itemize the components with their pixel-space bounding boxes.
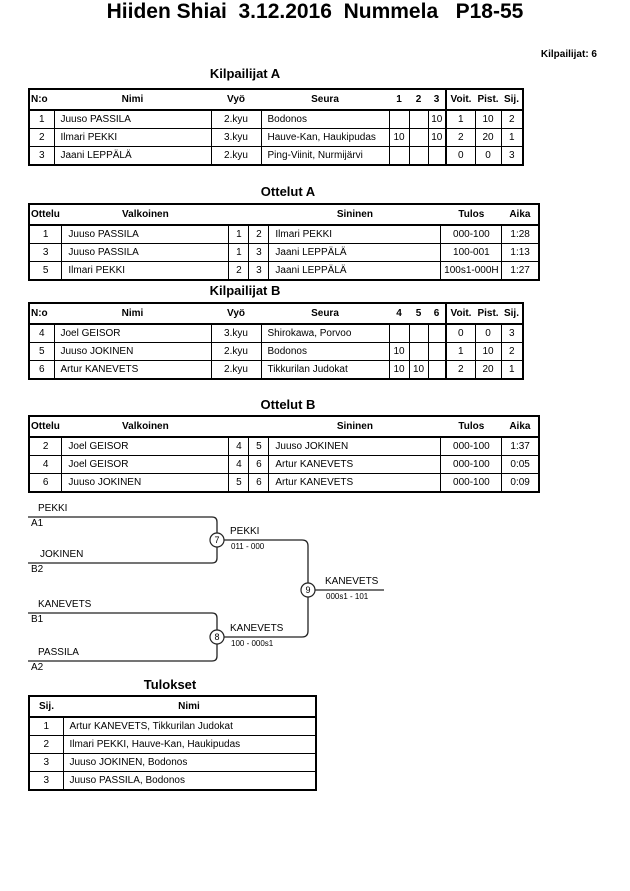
cell-valkoinen: Juuso PASSILA [62, 225, 229, 244]
table-row [29, 736, 316, 754]
cell-wno: 1 [229, 244, 249, 262]
cell-sij: 1 [501, 129, 523, 147]
cell-sininen: Ilmari PEKKI [269, 225, 441, 244]
header-pist: Pist. [475, 303, 501, 324]
bracket-player-name: JOKINEN [40, 549, 84, 560]
bracket-match-score: 000s1 - 101 [326, 592, 369, 601]
cell-ottelu: 1 [29, 225, 62, 244]
table-row [29, 225, 539, 244]
header-m3: 3 [428, 89, 446, 110]
cell-m4: 10 [389, 343, 409, 361]
ottelut-b-table [28, 415, 540, 493]
table-header-row [29, 89, 523, 110]
header-sij: Sij. [501, 89, 523, 110]
cell-bno: 6 [249, 474, 269, 493]
cell-nimi: Juuso JOKINEN, Bodonos [63, 754, 316, 772]
table-row [29, 343, 523, 361]
cell-sininen: Artur KANEVETS [269, 474, 441, 493]
section-title-tulokset: Tulokset [143, 677, 197, 692]
cell-m5: 10 [409, 361, 428, 380]
table-header-row [29, 416, 539, 437]
section-title-ottelut-a: Ottelut A [260, 184, 316, 199]
table-header-row [29, 696, 316, 717]
cell-sij: 3 [501, 147, 523, 166]
header-aika: Aika [502, 416, 539, 437]
cell-bno: 5 [249, 437, 269, 456]
cell-tulos: 100-001 [441, 244, 502, 262]
cell-vyo: 2.kyu [211, 110, 261, 129]
section-title-kilpailijat-b: Kilpailijat B [209, 283, 281, 298]
cell-seura: Ping-Viinit, Nurmijärvi [261, 147, 389, 166]
cell-seura: Hauve-Kan, Haukipudas [261, 129, 389, 147]
cell-no: 4 [29, 324, 54, 343]
cell-no: 1 [29, 110, 54, 129]
header-no: N:o [29, 89, 54, 110]
header-tulos: Tulos [441, 416, 502, 437]
bracket-seed-label: A1 [31, 518, 44, 529]
table-row [29, 129, 523, 147]
bracket-player-name: KANEVETS [38, 599, 92, 610]
cell-tulos: 100s1-000H [441, 262, 502, 281]
cell-sininen: Artur KANEVETS [269, 456, 441, 474]
cell-m3 [428, 147, 446, 166]
table-row [29, 110, 523, 129]
header-sininen: Sininen [269, 416, 441, 437]
table-row [29, 361, 523, 380]
cell-pist: 10 [475, 110, 501, 129]
cell-sininen: Jaani LEPPÄLÄ [269, 262, 441, 281]
cell-ottelu: 6 [29, 474, 62, 493]
cell-vyo: 2.kyu [211, 361, 261, 380]
cell-vyo: 3.kyu [211, 324, 261, 343]
cell-nimi: Ilmari PEKKI [54, 129, 211, 147]
cell-ottelu: 4 [29, 456, 62, 474]
header-nimi: Nimi [54, 89, 211, 110]
cell-sij: 2 [501, 110, 523, 129]
header-seura: Seura [261, 89, 389, 110]
cell-tulos: 000-100 [441, 456, 502, 474]
cell-pist: 0 [475, 324, 501, 343]
bracket-match-score: 011 - 000 [231, 542, 265, 551]
cell-m3: 10 [428, 129, 446, 147]
header-bno [249, 416, 269, 437]
header-m4: 4 [389, 303, 409, 324]
cell-voit: 1 [446, 110, 475, 129]
cell-seura: Bodonos [261, 110, 389, 129]
header-voit: Voit. [446, 89, 475, 110]
cell-m5 [409, 324, 428, 343]
kilpailijat-b-table [28, 302, 524, 380]
header-nimi: Nimi [63, 696, 316, 717]
cell-sininen: Jaani LEPPÄLÄ [269, 244, 441, 262]
cell-sij: 3 [29, 772, 63, 791]
header-nimi: Nimi [54, 303, 211, 324]
header-sininen: Sininen [269, 204, 441, 225]
cell-nimi: Juuso JOKINEN [54, 343, 211, 361]
bracket-seed-label: A2 [31, 662, 44, 673]
bracket-diagram [0, 495, 430, 690]
cell-aika: 1:37 [502, 437, 539, 456]
header-voit: Voit. [446, 303, 475, 324]
bracket-match-score: 100 - 000s1 [231, 639, 274, 648]
header-wno [229, 416, 249, 437]
header-aika: Aika [502, 204, 539, 225]
cell-seura: Bodonos [261, 343, 389, 361]
header-bno [249, 204, 269, 225]
page-title: Hiiden Shiai 3.12.2016 Nummela P18-55 [106, 0, 524, 23]
table-row [29, 262, 539, 281]
cell-m1: 10 [389, 129, 409, 147]
bracket-winner-name: KANEVETS [230, 623, 284, 634]
cell-sij: 1 [501, 361, 523, 380]
table-row [29, 474, 539, 493]
cell-sininen: Juuso JOKINEN [269, 437, 441, 456]
cell-pist: 20 [475, 361, 501, 380]
cell-no: 3 [29, 147, 54, 166]
header-wno [229, 204, 249, 225]
cell-vyo: 3.kyu [211, 129, 261, 147]
cell-voit: 2 [446, 129, 475, 147]
tulokset-table [28, 695, 317, 791]
bracket-winner-name: PEKKI [230, 526, 260, 537]
cell-aika: 1:27 [502, 262, 539, 281]
cell-valkoinen: Joel GEISOR [62, 456, 229, 474]
cell-vyo: 2.kyu [211, 343, 261, 361]
cell-nimi: Juuso PASSILA, Bodonos [63, 772, 316, 791]
bracket-seed-label: B1 [31, 614, 44, 625]
cell-m4: 10 [389, 361, 409, 380]
cell-no: 5 [29, 343, 54, 361]
header-m5: 5 [409, 303, 428, 324]
match-number: 8 [214, 632, 220, 642]
header-valkoinen: Valkoinen [62, 416, 229, 437]
cell-nimi: Jaani LEPPÄLÄ [54, 147, 211, 166]
cell-aika: 0:09 [502, 474, 539, 493]
cell-m4 [389, 324, 409, 343]
header-ottelu: Ottelu [29, 416, 62, 437]
cell-valkoinen: Juuso PASSILA [62, 244, 229, 262]
table-row [29, 717, 316, 736]
table-row [29, 244, 539, 262]
header-seura: Seura [261, 303, 389, 324]
competitors-count: Kilpailijat: 6 [540, 49, 597, 60]
kilpailijat-a-table [28, 88, 524, 166]
cell-wno: 2 [229, 262, 249, 281]
section-title-kilpailijat-a: Kilpailijat A [209, 66, 281, 81]
cell-vyo: 2.kyu [211, 147, 261, 166]
cell-nimi: Artur KANEVETS, Tikkurilan Judokat [63, 717, 316, 736]
cell-ottelu: 3 [29, 244, 62, 262]
cell-m6 [428, 361, 446, 380]
header-m2: 2 [409, 89, 428, 110]
cell-pist: 10 [475, 343, 501, 361]
cell-m1 [389, 110, 409, 129]
cell-tulos: 000-100 [441, 474, 502, 493]
cell-sij: 3 [501, 324, 523, 343]
cell-voit: 0 [446, 324, 475, 343]
cell-m2 [409, 129, 428, 147]
cell-wno: 1 [229, 225, 249, 244]
cell-sij: 3 [29, 754, 63, 772]
cell-wno: 5 [229, 474, 249, 493]
cell-voit: 0 [446, 147, 475, 166]
cell-pist: 20 [475, 129, 501, 147]
cell-seura: Tikkurilan Judokat [261, 361, 389, 380]
cell-valkoinen: Joel GEISOR [62, 437, 229, 456]
table-header-row [29, 204, 539, 225]
header-pist: Pist. [475, 89, 501, 110]
cell-tulos: 000-100 [441, 437, 502, 456]
cell-bno: 3 [249, 262, 269, 281]
header-m1: 1 [389, 89, 409, 110]
table-row [29, 754, 316, 772]
header-sij: Sij. [501, 303, 523, 324]
cell-wno: 4 [229, 437, 249, 456]
header-m6: 6 [428, 303, 446, 324]
bracket-seed-label: B2 [31, 564, 44, 575]
table-row [29, 324, 523, 343]
cell-nimi: Ilmari PEKKI, Hauve-Kan, Haukipudas [63, 736, 316, 754]
cell-m1 [389, 147, 409, 166]
cell-bno: 3 [249, 244, 269, 262]
cell-aika: 1:13 [502, 244, 539, 262]
cell-wno: 4 [229, 456, 249, 474]
cell-m5 [409, 343, 428, 361]
bracket-player-name: PEKKI [38, 503, 68, 514]
cell-m2 [409, 147, 428, 166]
cell-bno: 2 [249, 225, 269, 244]
ottelut-a-table [28, 203, 540, 281]
header-ottelu: Ottelu [29, 204, 62, 225]
cell-ottelu: 5 [29, 262, 62, 281]
bracket-champion-name: KANEVETS [325, 576, 379, 587]
cell-nimi: Juuso PASSILA [54, 110, 211, 129]
cell-voit: 2 [446, 361, 475, 380]
cell-voit: 1 [446, 343, 475, 361]
cell-ottelu: 2 [29, 437, 62, 456]
cell-m3: 10 [428, 110, 446, 129]
cell-valkoinen: Juuso JOKINEN [62, 474, 229, 493]
cell-sij: 1 [29, 717, 63, 736]
table-row [29, 437, 539, 456]
cell-bno: 6 [249, 456, 269, 474]
cell-nimi: Joel GEISOR [54, 324, 211, 343]
table-header-row [29, 303, 523, 324]
cell-m2 [409, 110, 428, 129]
cell-no: 2 [29, 129, 54, 147]
header-no: N:o [29, 303, 54, 324]
cell-pist: 0 [475, 147, 501, 166]
cell-aika: 1:28 [502, 225, 539, 244]
cell-sij: 2 [501, 343, 523, 361]
cell-seura: Shirokawa, Porvoo [261, 324, 389, 343]
header-vyo: Vyö [211, 303, 261, 324]
header-sij: Sij. [29, 696, 63, 717]
header-vyo: Vyö [211, 89, 261, 110]
match-number: 7 [214, 535, 220, 545]
table-row [29, 772, 316, 791]
section-title-ottelut-b: Ottelut B [260, 397, 316, 412]
cell-aika: 0:05 [502, 456, 539, 474]
cell-m6 [428, 343, 446, 361]
cell-valkoinen: Ilmari PEKKI [62, 262, 229, 281]
cell-tulos: 000-100 [441, 225, 502, 244]
cell-nimi: Artur KANEVETS [54, 361, 211, 380]
header-tulos: Tulos [441, 204, 502, 225]
cell-m6 [428, 324, 446, 343]
header-valkoinen: Valkoinen [62, 204, 229, 225]
cell-no: 6 [29, 361, 54, 380]
cell-sij: 2 [29, 736, 63, 754]
table-row [29, 456, 539, 474]
table-row [29, 147, 523, 166]
bracket-player-name: PASSILA [38, 647, 79, 658]
match-number: 9 [305, 585, 311, 595]
